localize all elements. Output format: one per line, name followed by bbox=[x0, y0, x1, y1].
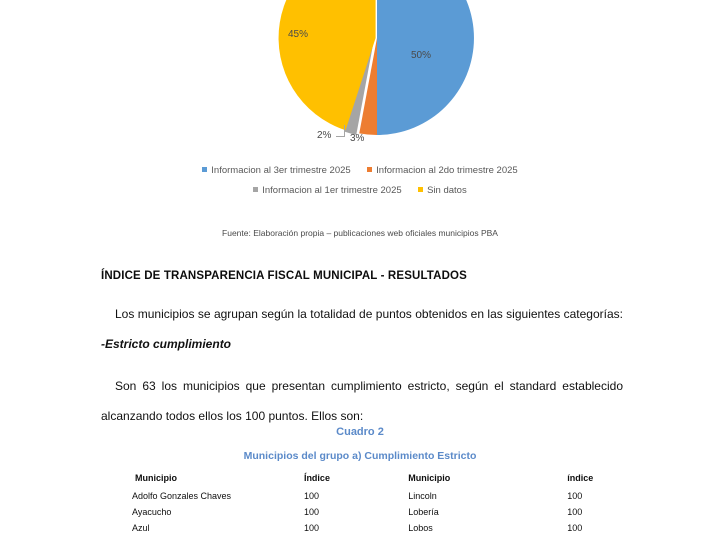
legend-label-3er-trimestre: Informacion al 3er trimestre 2025 bbox=[211, 165, 351, 176]
table-row bbox=[92, 522, 632, 538]
cuadro-subtitle: Municipios del grupo a) Cumplimiento Estricto bbox=[243, 450, 477, 462]
pie-chart-graphic bbox=[277, 0, 477, 138]
pie-svg bbox=[277, 0, 477, 138]
cell-indice-left: 100 bbox=[303, 523, 319, 533]
table-head bbox=[92, 473, 632, 490]
cell-indice-right: 100 bbox=[567, 507, 583, 517]
cell-municipio-right: Lincoln bbox=[408, 491, 437, 501]
paragraph-categorias bbox=[101, 299, 623, 359]
legend-label-1er-trimestre: Informacion al 1er trimestre 2025 bbox=[262, 185, 402, 196]
legend-row-1 bbox=[0, 160, 720, 180]
pie-label-3: 3% bbox=[350, 133, 365, 144]
paragraph-categorias-text: Los municipios se agrupan según la totalidad de puntos obtenidos en las siguientes categorías: bbox=[115, 307, 623, 321]
legend-label-sin-datos: Sin datos bbox=[427, 185, 467, 196]
cell-municipio-left: Adolfo Gonzales Chaves bbox=[132, 491, 232, 501]
legend-swatch-gray-icon bbox=[253, 187, 258, 192]
pie-slice-blue bbox=[377, 0, 474, 135]
cell-municipio-left: Ayacucho bbox=[132, 507, 172, 517]
chart-legend bbox=[0, 160, 720, 200]
table-header-indice-left: Índice bbox=[303, 473, 330, 483]
paragraph-cumplimiento: Son 63 los municipios que presentan cumplimiento estricto, según el standard establecido alcanzando todos ellos los 100 puntos. Ellos son: bbox=[101, 379, 623, 423]
table-body bbox=[92, 490, 632, 538]
section-heading: ÍNDICE DE TRANSPARENCIA FISCAL MUNICIPAL - RESULTADOS bbox=[101, 270, 467, 282]
paragraph-categorias-emphasis: -Estricto cumplimiento bbox=[101, 337, 232, 351]
legend-swatch-blue-icon bbox=[202, 167, 207, 172]
table-header-municipio-right: Municipio bbox=[408, 473, 451, 483]
table-row bbox=[92, 506, 632, 522]
pie-chart-figure bbox=[0, 0, 720, 150]
cell-indice-left: 100 bbox=[303, 491, 319, 501]
table-header-indice-right: índice bbox=[567, 473, 594, 483]
table-header-municipio-left: Municipio bbox=[135, 473, 177, 483]
document-body bbox=[101, 270, 623, 443]
legend-item-3er-trimestre[interactable] bbox=[202, 162, 350, 180]
table-row bbox=[92, 490, 632, 506]
legend-row-2 bbox=[0, 180, 720, 200]
cell-municipio-right: Lobos bbox=[408, 523, 433, 533]
cell-municipio-right: Lobería bbox=[408, 507, 439, 517]
pie-label-2: 2% bbox=[317, 130, 332, 141]
municipios-table bbox=[92, 473, 632, 538]
legend-swatch-orange-icon bbox=[367, 167, 372, 172]
legend-item-1er-trimestre[interactable] bbox=[253, 182, 401, 200]
table-header-row bbox=[92, 473, 632, 490]
figure-source-note: Fuente: Elaboración propia – publicaciones web oficiales municipios PBA bbox=[222, 228, 498, 238]
legend-swatch-gold-icon bbox=[418, 187, 423, 192]
legend-label-2do-trimestre: Informacion al 2do trimestre 2025 bbox=[376, 165, 518, 176]
cell-municipio-left: Azul bbox=[132, 523, 150, 533]
cell-indice-right: 100 bbox=[567, 523, 583, 533]
leader-line-vertical bbox=[344, 125, 345, 137]
pie-slice-gold bbox=[279, 0, 376, 130]
cuadro-title: Cuadro 2 bbox=[336, 426, 384, 438]
legend-item-sin-datos[interactable] bbox=[418, 182, 467, 200]
cell-indice-right: 100 bbox=[567, 491, 583, 501]
pie-label-50: 50% bbox=[411, 50, 432, 61]
pie-label-45: 45% bbox=[288, 29, 309, 40]
legend-item-2do-trimestre[interactable] bbox=[367, 162, 518, 180]
cell-indice-left: 100 bbox=[303, 507, 319, 517]
